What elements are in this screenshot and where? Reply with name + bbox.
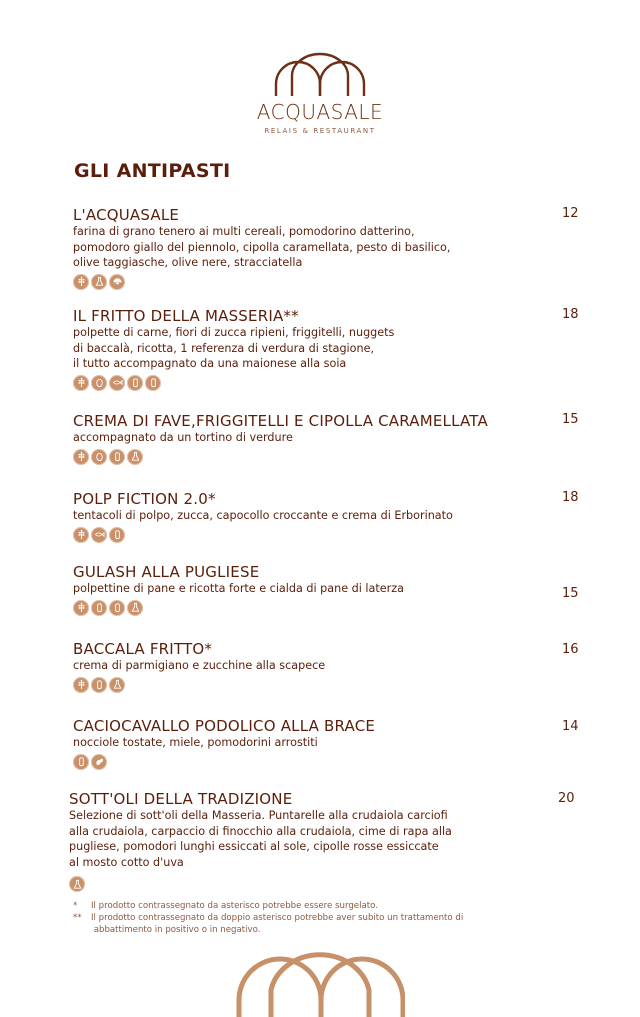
allergen-icons xyxy=(73,527,593,543)
footnote xyxy=(73,912,463,924)
allergen-icons xyxy=(69,876,589,892)
flask-icon xyxy=(91,274,107,290)
item-description: accompagnato da un tortino di verdure xyxy=(73,431,293,444)
item-description: il tutto accompagnato da una maionese alla soia xyxy=(73,357,347,370)
allergen-icons xyxy=(73,754,593,770)
item-price: 20 xyxy=(558,791,575,806)
brand-tagline: RELAIS & RESTAURANT xyxy=(264,127,376,135)
arches-logo-icon xyxy=(235,940,405,1017)
flask-icon xyxy=(109,677,125,693)
gluten-icon xyxy=(73,600,89,616)
item-description: pugliese, pomodori lunghi essiccati al sole, cipolle rosse essiccate xyxy=(69,840,439,853)
item-price: 18 xyxy=(562,307,579,322)
gluten-icon xyxy=(73,449,89,465)
nuts-icon xyxy=(91,754,107,770)
item-price: 15 xyxy=(562,586,579,601)
item-description: Selezione di sott'oli della Masseria. Puntarelle alla crudaiola carciofi xyxy=(69,809,448,822)
item-price: 15 xyxy=(562,412,579,427)
item-name: SOTT'OLI DELLA TRADIZIONE xyxy=(69,790,293,808)
item-description: farina di grano tenero ai multi cereali, pomodorino datterino, xyxy=(73,225,415,238)
footnote-text: Il prodotto contrassegnato da doppio asterisco potrebbe aver subito un trattamento di xyxy=(91,913,464,923)
menu-item xyxy=(73,412,593,465)
item-description: polpette di carne, fiori di zucca ripieni, friggitelli, nuggets xyxy=(73,326,395,339)
item-description: tentacoli di polpo, zucca, capocollo croccante e crema di Erborinato xyxy=(73,509,453,522)
item-description: crema di parmigiano e zucchine alla scapece xyxy=(73,659,326,672)
fish-icon xyxy=(91,527,107,543)
milk-icon xyxy=(145,375,161,391)
item-description: di baccalà, ricotta, 1 referenza di verdura di stagione, xyxy=(73,341,375,355)
menu-item xyxy=(73,206,593,290)
item-name: CACIOCAVALLO PODOLICO ALLA BRACE xyxy=(73,717,376,735)
gluten-icon xyxy=(73,375,89,391)
milk-icon xyxy=(109,527,125,543)
footnotes xyxy=(73,900,463,936)
footnote-text: Il prodotto contrassegnato da asterisco potrebbe essere surgelato. xyxy=(91,901,378,911)
item-description: nocciole tostate, miele, pomodorini arrostiti xyxy=(73,736,318,749)
footnote-mark: * xyxy=(73,901,78,911)
item-price: 16 xyxy=(562,642,579,657)
footnote xyxy=(73,900,463,912)
allergen-icons xyxy=(73,600,593,616)
egg-icon xyxy=(91,449,107,465)
gluten-icon xyxy=(73,274,89,290)
header-logo xyxy=(0,50,640,135)
milk-icon xyxy=(91,677,107,693)
item-price: 14 xyxy=(562,719,579,734)
gluten-icon xyxy=(73,677,89,693)
arches-logo-icon xyxy=(270,50,370,98)
egg-icon xyxy=(91,375,107,391)
footnote-mark: ** xyxy=(73,913,82,923)
item-name: GULASH ALLA PUGLIESE xyxy=(73,563,260,581)
section-title: GLI ANTIPASTI xyxy=(74,160,231,182)
allergen-icons xyxy=(73,375,593,391)
item-price: 12 xyxy=(562,206,579,221)
allergen-icons xyxy=(73,449,593,465)
menu-item xyxy=(69,790,589,892)
milk-icon xyxy=(73,754,89,770)
shell-icon xyxy=(109,274,125,290)
menu-item xyxy=(73,640,593,693)
item-name: BACCALA FRITTO* xyxy=(73,640,213,658)
item-description: alla crudaiola, carpaccio di finocchio alla crudaiola, cime di rapa alla xyxy=(69,824,452,838)
fish-icon xyxy=(109,375,125,391)
item-description: olive taggiasche, olive nere, stracciatella xyxy=(73,256,303,269)
item-name: L'ACQUASALE xyxy=(73,206,180,224)
menu-item xyxy=(73,563,593,616)
milk-icon xyxy=(91,600,107,616)
flask-icon xyxy=(69,876,85,892)
milk-icon xyxy=(127,375,143,391)
footnote-mark xyxy=(73,924,91,936)
item-name: POLP FICTION 2.0* xyxy=(73,490,216,508)
allergen-icons xyxy=(73,274,593,290)
menu-item xyxy=(73,717,593,770)
flask-icon xyxy=(127,600,143,616)
footer-logo xyxy=(0,940,640,1017)
item-description: al mosto cotto d'uva xyxy=(69,855,184,869)
item-description: polpettine di pane e ricotta forte e cialda di pane di laterza xyxy=(73,582,404,595)
brand-name: ACQUASALE xyxy=(256,100,384,124)
flask-icon xyxy=(127,449,143,465)
milk-icon xyxy=(109,600,125,616)
item-name: CREMA DI FAVE,FRIGGITELLI E CIPOLLA CARAMELLATA xyxy=(73,412,488,430)
menu-item xyxy=(73,307,593,391)
milk-icon xyxy=(109,449,125,465)
menu-item xyxy=(73,490,593,543)
item-name: IL FRITTO DELLA MASSERIA** xyxy=(73,307,299,325)
item-description: pomodoro giallo del piennolo, cipolla caramellata, pesto di basilico, xyxy=(73,240,451,254)
allergen-icons xyxy=(73,677,593,693)
item-price: 18 xyxy=(562,490,579,505)
footnote-text: abbattimento in positivo o in negativo. xyxy=(91,925,261,935)
gluten-icon xyxy=(73,527,89,543)
footnote xyxy=(73,924,463,936)
